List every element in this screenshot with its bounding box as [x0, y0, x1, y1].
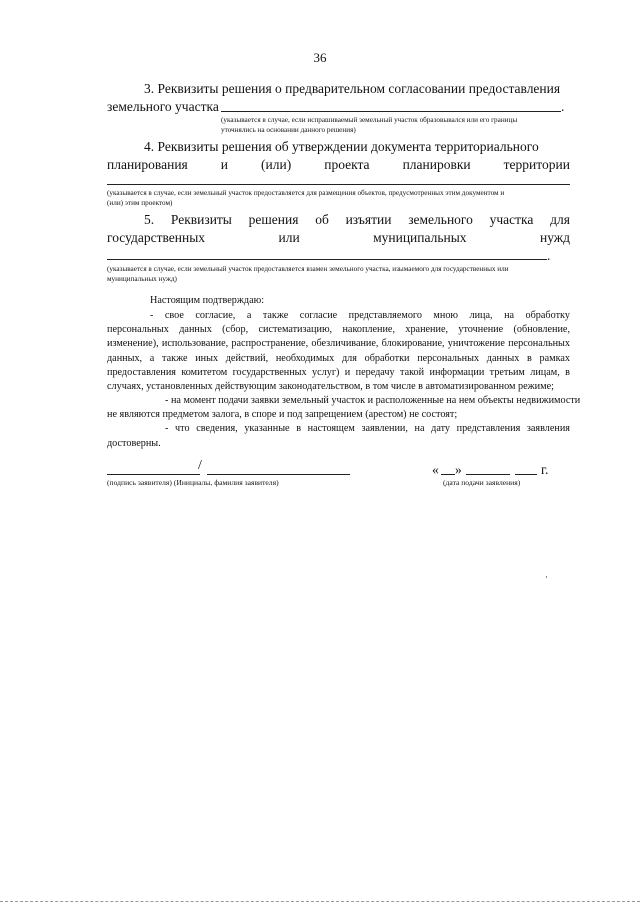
date-month-line[interactable]: [466, 474, 510, 475]
confirm-item1-last-line: случаях, установленных действующим законодательством, в том числе в автоматизированном режиме;: [107, 381, 554, 392]
confirm-word: согласие: [299, 310, 338, 321]
section5-word: изъятии: [345, 212, 392, 227]
section3-line1: 3. Реквизиты решения о предварительном согласовании предоставления: [144, 81, 561, 96]
section5-fill-line: [107, 259, 547, 260]
confirm-word: также: [262, 310, 289, 321]
confirm-item1-line: данных, а также иных действий, необходимых для обработки персональных данных в рамках: [107, 353, 570, 364]
confirm-word: а: [246, 310, 252, 321]
scan-edge-marks: [0, 899, 640, 902]
confirm-item3-last-line: достоверны.: [107, 438, 161, 449]
page-number: 36: [313, 50, 327, 65]
section3-note-line1: (указывается в случае, если испрашиваемый земельный участок образовывался или его границы: [221, 116, 518, 124]
section5-word: 5.: [144, 212, 155, 227]
signature-caption: (подпись заявителя) (Инициалы, фамилия заявителя): [107, 478, 279, 487]
section5-word: об: [315, 212, 329, 227]
section4-line2: [107, 156, 570, 173]
confirm-heading: Настоящим подтверждаю:: [150, 295, 265, 306]
section4-word: планировки: [402, 157, 471, 172]
section5-word: участка: [489, 212, 534, 227]
section3-period: .: [561, 99, 565, 114]
section5-word: государственных: [107, 230, 206, 245]
section4-word: и: [220, 157, 228, 172]
section4-note-line1: (указывается в случае, если земельный участок предоставляется для размещения объектов, предусмотренных этим документом и: [107, 189, 505, 197]
section5-line2: [107, 229, 570, 246]
confirm-word: представляемого: [348, 310, 422, 321]
section3-note-line2: уточнялись на основании данного решения): [221, 126, 356, 134]
date-caption: (дата подачи заявления): [443, 478, 521, 487]
confirm-item1-first-line: [150, 309, 570, 324]
confirm-word: обработку: [525, 310, 570, 321]
section3-line2-label: земельного участка: [107, 99, 219, 114]
section5-word: земельного: [408, 212, 473, 227]
date-year-line[interactable]: [515, 474, 537, 475]
confirm-item2-first-line: - на момент подачи заявки земельный участок и расположенные на нем объекты недвижимости: [165, 395, 581, 406]
year-suffix: г.: [541, 462, 549, 477]
section5-period: .: [547, 248, 551, 263]
section5-word: или: [278, 230, 300, 245]
section5-line1: [144, 211, 570, 228]
section4-note-line2: (или) этим проектом): [107, 199, 173, 207]
date-open-quote: «: [432, 462, 439, 477]
confirm-item3-first-line: - что сведения, указанные в настоящем заявлении, на дату представления заявления: [165, 423, 570, 434]
section4-line1: 4. Реквизиты решения об утверждении документа территориального: [144, 139, 539, 154]
section5-note-line1: (указывается в случае, если земельный участок предоставляется взамен земельного участка, изымаемого для государственных или: [107, 265, 509, 273]
signature-slash: /: [198, 458, 202, 473]
confirm-item1-line: персональных данных (сбор, систематизацию, накопление, хранение, уточнение (обновление,: [107, 324, 570, 335]
section5-note-line2: муниципальных нужд): [107, 275, 177, 283]
scan-speck: [546, 576, 547, 578]
confirm-word: свое: [164, 310, 184, 321]
confirm-item1-line: предоставления комитетом государственных услуг) и передачу такой информации третьим лицам, в: [107, 367, 570, 378]
section4-word: территории: [503, 157, 570, 172]
section5-word: муниципальных: [373, 230, 467, 245]
name-line[interactable]: [207, 474, 350, 475]
section4-fill-line: [107, 184, 570, 185]
confirm-word: мною: [433, 310, 459, 321]
section4-word: проекта: [324, 157, 370, 172]
section4-word: (или): [261, 157, 292, 172]
section3-fill-line: [221, 111, 561, 112]
confirm-item1-line: изменение), использование, распространение, обезличивание, блокирование, уничтожение персональных: [107, 338, 570, 349]
signature-line[interactable]: [107, 474, 200, 475]
section5-word: нужд: [539, 230, 570, 245]
section5-word: Реквизиты: [170, 212, 232, 227]
date-close-quote: »: [455, 462, 462, 477]
confirm-word: лица,: [469, 310, 493, 321]
confirm-word: согласие,: [195, 310, 236, 321]
confirm-word: -: [150, 310, 154, 321]
confirm-word: на: [504, 310, 515, 321]
date-day-line[interactable]: [441, 474, 455, 475]
section4-word: планирования: [107, 157, 188, 172]
section5-word: для: [550, 212, 570, 227]
confirm-item2-last-line: не являются предметом залога, в споре и под запрещением (арестом) не состоят;: [107, 409, 458, 420]
section5-word: решения: [248, 212, 299, 227]
